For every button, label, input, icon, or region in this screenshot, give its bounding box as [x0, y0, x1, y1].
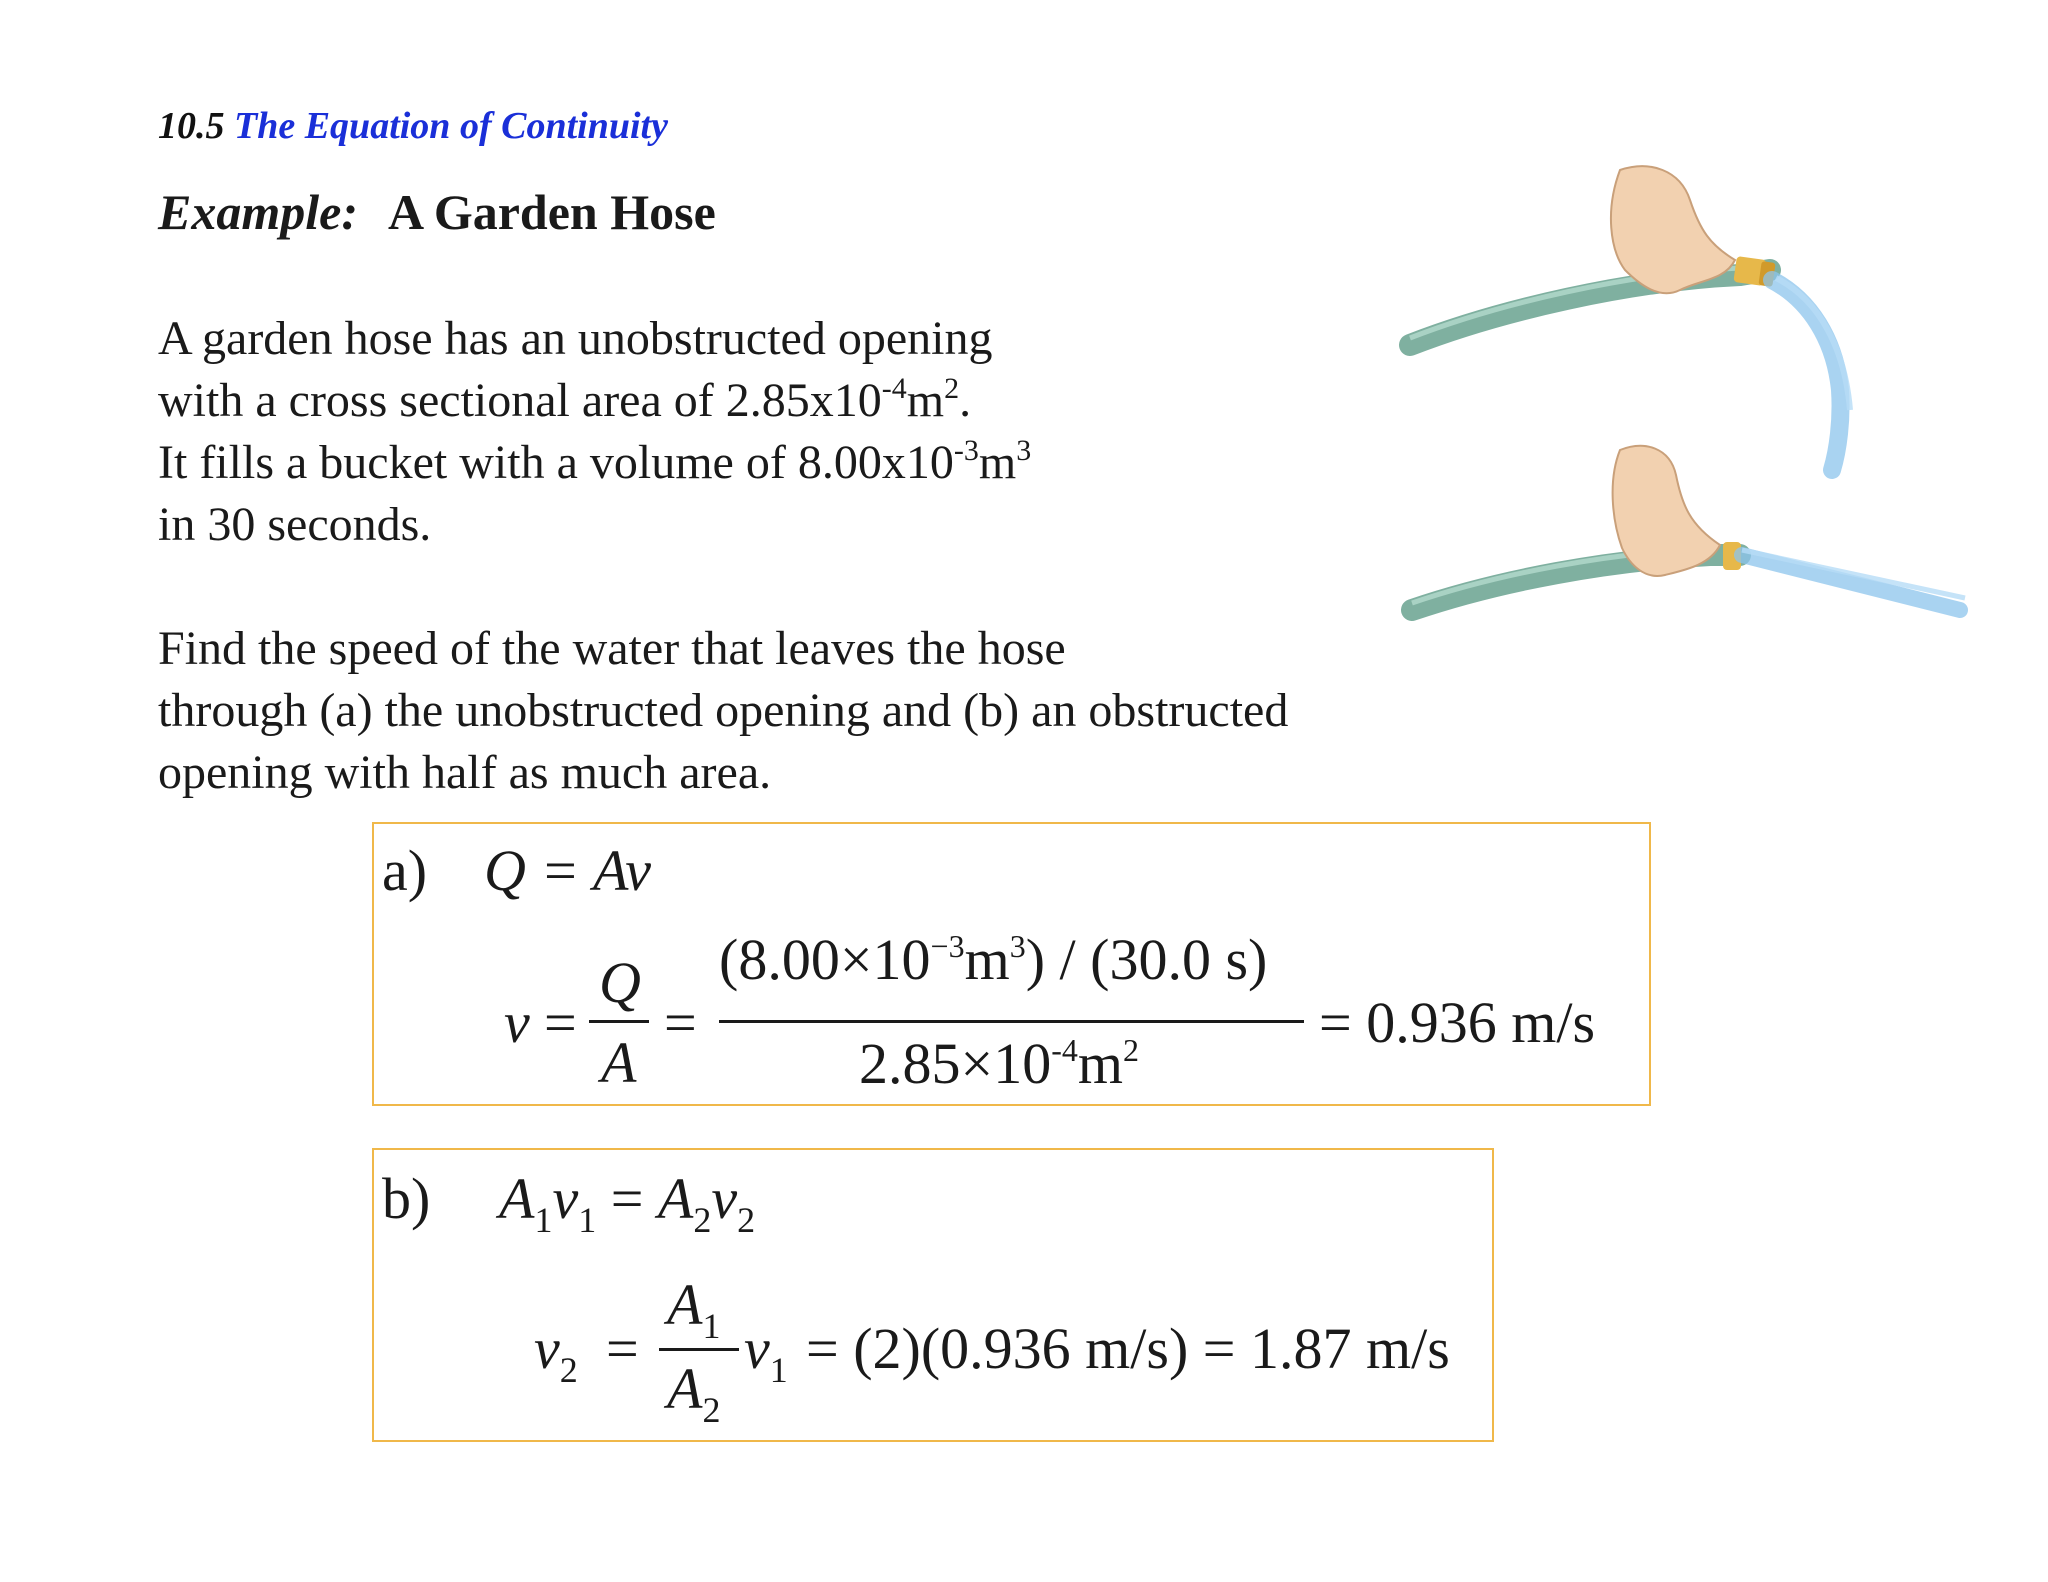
solution-a-label: a) — [382, 838, 428, 903]
bottom-hose-icon — [1412, 446, 1965, 610]
flow-rate-equation: Q = Av — [484, 838, 651, 903]
solution-b-box — [372, 1148, 1494, 1442]
a-denominator: A — [601, 1030, 637, 1095]
equals-sign-b: = — [606, 1316, 639, 1381]
denominator-expression: $2.85\times 10^{-4}m^2$ — [859, 1031, 1139, 1096]
result-a: = 0.936 m/s — [1319, 990, 1596, 1055]
section-number: 10.5 — [158, 105, 225, 147]
problem-line-4: in 30 seconds. — [158, 498, 432, 551]
hose-hands-illustration — [1380, 150, 1980, 670]
example-name: A Garden Hose — [387, 184, 716, 240]
problem-line-2: with a cross sectional area of $2.85x10^{-4}m^2$. — [158, 372, 972, 427]
q-over-a-fraction-bar — [589, 1020, 649, 1023]
example-label: Example: — [158, 184, 358, 240]
equals-sign: = — [544, 990, 577, 1055]
question-statement — [158, 618, 1288, 804]
v1-symbol: $v_1$ — [744, 1316, 788, 1390]
velocity-symbol: v — [504, 990, 530, 1055]
equals-sign-2: = — [664, 990, 697, 1055]
numerator-expression: $(8.00\times 10^{-3}m^3) / (30.0$ s) — [719, 927, 1268, 992]
question-line-1: Find the speed of the water that leaves the hose — [158, 622, 1066, 675]
example-title — [158, 183, 716, 241]
problem-line-3: It fills a bucket with a volume of $8.00x10^{-3}m^3$ — [158, 434, 1032, 489]
a2-denominator: $A_2$ — [667, 1356, 721, 1430]
section-header — [158, 104, 668, 148]
result-b: = (2)(0.936 m/s) = 1.87 m/s — [806, 1316, 1450, 1381]
question-line-3: opening with half as much area. — [158, 746, 772, 799]
q-numerator: Q — [599, 950, 641, 1015]
v2-symbol: $v_2$ — [534, 1316, 578, 1390]
solution-b-label: b) — [382, 1166, 431, 1231]
solution-a-box — [372, 822, 1651, 1106]
problem-line-1: A garden hose has an unobstructed opening — [158, 312, 993, 365]
main-fraction-bar — [719, 1020, 1304, 1023]
section-title: The Equation of Continuity — [234, 105, 668, 147]
top-hose-icon — [1410, 166, 1850, 470]
a1-numerator: $A_1$ — [667, 1272, 721, 1346]
continuity-equation: $A_1v_1 = A_2v_2$ — [499, 1166, 756, 1240]
problem-statement — [158, 308, 1031, 556]
question-line-2: through (a) the unobstructed opening and (b) an obstructed — [158, 684, 1289, 737]
a1-over-a2-fraction-bar — [659, 1348, 739, 1351]
